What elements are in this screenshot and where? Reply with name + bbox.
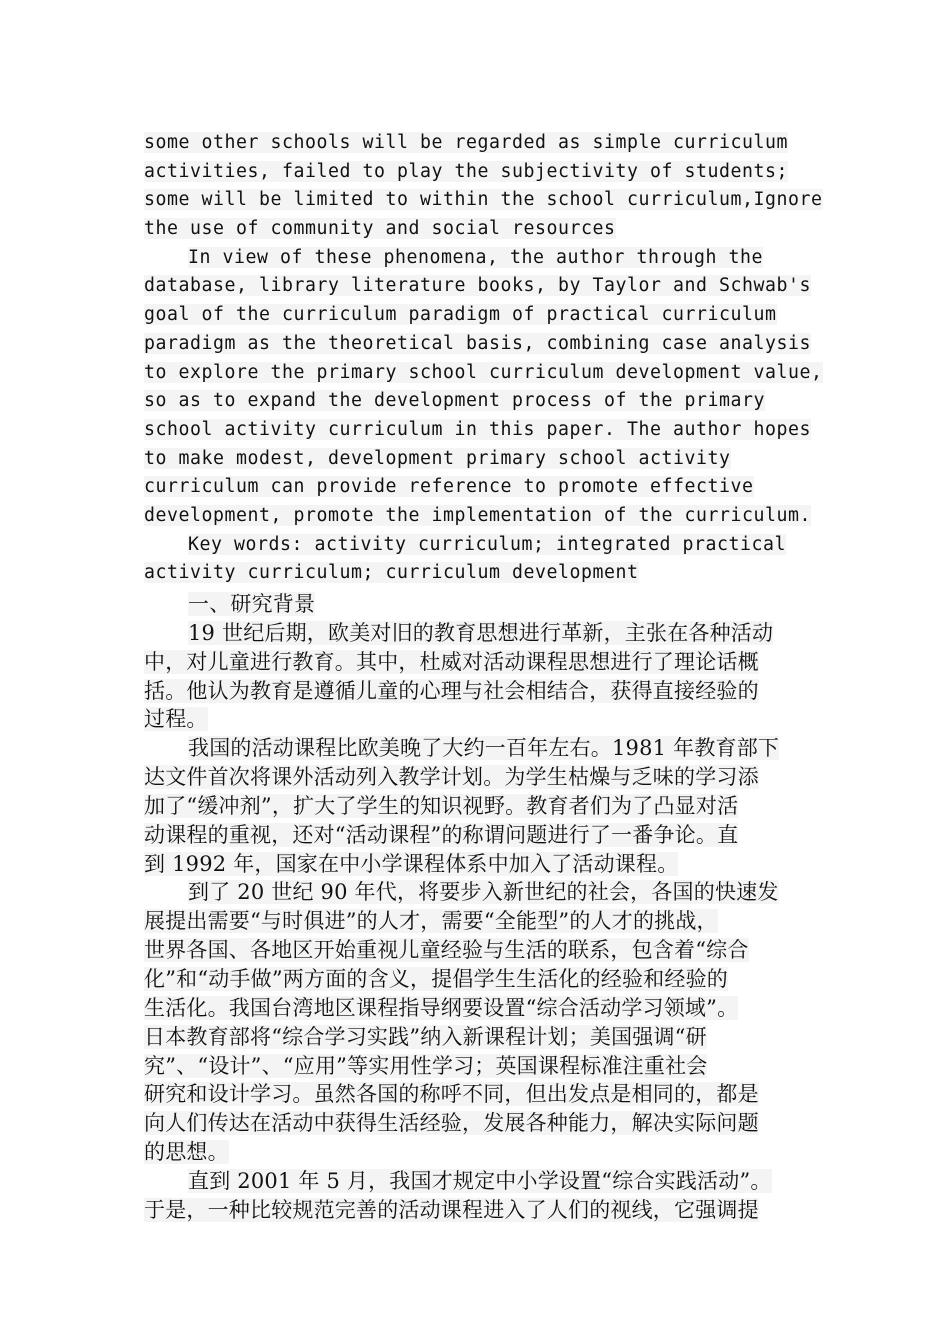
paragraph-first-line: 直到 2001 年 5 月，我国才规定中小学设置“综合实践活动”。 [188,1168,772,1193]
text-line: 生活化。我国台湾地区课程指导纲要设置“综合活动学习领域”。 [144,995,739,1020]
text-line: development, promote the implementation of the curriculum. [144,504,811,526]
text-line: 究”、“设计”、“应用”等实用性学习；英国课程标准注重社会 [144,1053,708,1078]
text-line: 化”和“动手做”两方面的含义，提倡学生生活化的经验和经验的 [144,966,729,991]
text-line: some will be limited to within the school curriculum,Ignore [144,189,823,211]
paragraph-first-line: 我国的活动课程比欧美晚了大约一百年左右。1981 年教育部下 [188,736,780,761]
document-body [144,129,823,1225]
text-line: 于是，一种比较规范完善的活动课程进入了人们的视线，它强调提 [144,1197,759,1222]
text-line: 的思想。 [144,1140,229,1165]
text-line: 向人们传达在活动中获得生活经验，发展各种能力，解决实际问题 [144,1111,759,1136]
chinese-body [144,590,809,1225]
keywords-line: activity curriculum; curriculum development [144,562,639,584]
text-line: school activity curriculum in this paper. The author hopes [144,418,811,440]
text-line: 达文件首次将课外活动列入教学计划。为学生枯燥与乏味的学习添 [144,765,759,790]
text-line: 中，对儿童进行教育。其中，杜威对活动课程思想进行了理论话概 [144,649,759,674]
text-line: 加了“缓冲剂”，扩大了学生的知识视野。教育者们为了凸显对活 [144,793,739,818]
keywords-line: Key words: activity curriculum; integrated practical [188,533,786,555]
text-line: curriculum can provide reference to promote effective [144,476,754,498]
text-line: 过程。 [144,707,208,732]
english-abstract [144,129,823,588]
section-heading: 一、研究背景 [188,592,316,616]
text-line: 动课程的重视，还对“活动课程”的称谓问题进行了一番争论。直 [144,822,739,847]
text-line: 括。他认为教育是遵循儿童的心理与社会相结合，获得直接经验的 [144,678,759,703]
text-line: activities, failed to play the subjectivity of students; [144,160,788,182]
text-line: 展提出需要“与时俱进”的人才，需要“全能型”的人才的挑战， [144,909,718,934]
paragraph-first-line: 到了 20 世纪 90 年代，将要步入新世纪的社会，各国的快速发 [188,880,779,905]
text-line: to explore the primary school curriculum development value, [144,361,823,383]
paragraph-first-line: 19 世纪后期，欧美对旧的教育思想进行革新，主张在各种活动 [188,620,774,645]
text-line: 世界各国、各地区开始重视儿童经验与生活的联系，包含着“综合 [144,938,749,963]
text-line: database, library literature books, by Taylor and Schwab's [144,275,811,297]
text-line: paradigm as the theoretical basis, combining case analysis [144,332,811,354]
text-line: the use of community and social resources [144,218,616,240]
text-line: to make modest, development primary school activity [144,447,731,469]
text-line: 研究和设计学习。虽然各国的称呼不同，但出发点是相同的，都是 [144,1082,759,1107]
text-line: so as to expand the development process of the primary [144,390,765,412]
text-line: 日本教育部将“综合学习实践”纳入新课程计划；美国强调“研 [144,1024,707,1049]
paragraph-first-line: In view of these phenomena, the author through the [188,246,763,268]
text-line: 到 1992 年，国家在中小学课程体系中加入了活动课程。 [144,851,679,876]
text-line: some other schools will be regarded as simple curriculum [144,132,788,153]
text-line: goal of the curriculum paradigm of practical curriculum [144,304,777,326]
